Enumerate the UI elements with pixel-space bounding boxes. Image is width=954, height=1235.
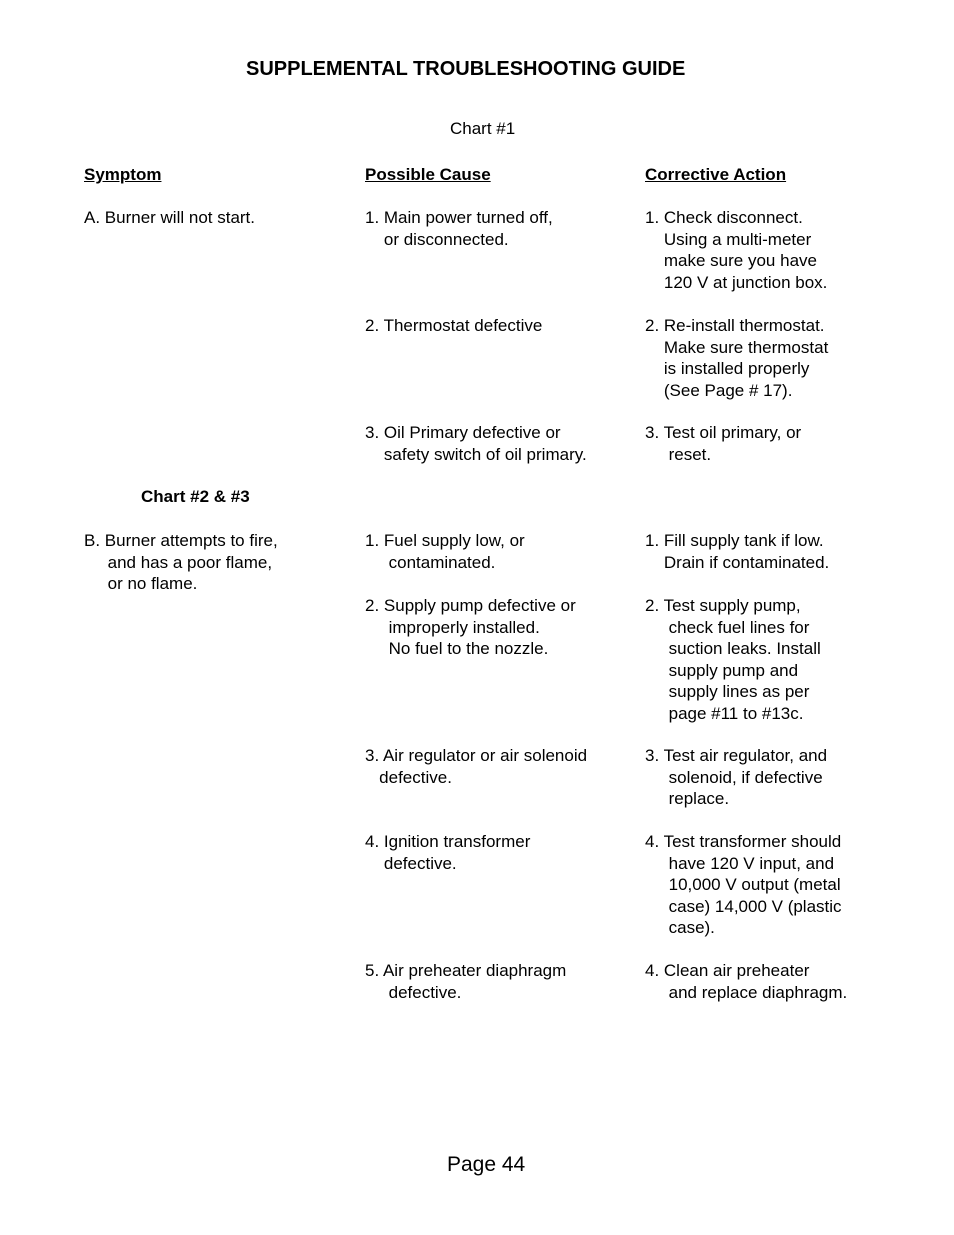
cause-b5: 5. Air preheater diaphragm defective. <box>365 961 567 1002</box>
cause-b3: 3. Air regulator or air solenoid defective. <box>365 746 588 787</box>
action-b5: 4. Clean air preheater and replace diaphragm. <box>645 961 848 1002</box>
cause-a3: 3. Oil Primary defective or safety switch of oil primary. <box>365 423 587 464</box>
action-b2: 2. Test supply pump, check fuel lines for suction leaks. Install supply pump and supply lines as per page #11 to #13c. <box>645 596 821 723</box>
symptom-header: Symptom <box>84 165 162 184</box>
action-a1: 1. Check disconnect. Using a multi-meter make sure you have 120 V at junction box. <box>645 208 828 292</box>
cause-a2: 2. Thermostat defective <box>365 316 543 335</box>
symptom-b: B. Burner attempts to fire, and has a poor flame, or no flame. <box>84 531 278 594</box>
cause-b4: 4. Ignition transformer defective. <box>365 832 531 873</box>
chart-2-3-label: Chart #2 & #3 <box>141 487 250 506</box>
chart-1-label: Chart #1 <box>450 119 516 138</box>
cause-a1: 1. Main power turned off, or disconnected. <box>365 208 553 249</box>
page-title: SUPPLEMENTAL TROUBLESHOOTING GUIDE <box>246 58 686 80</box>
cause-b1: 1. Fuel supply low, or contaminated. <box>365 531 525 572</box>
possible-cause-header: Possible Cause <box>365 165 491 184</box>
action-a2: 2. Re-install thermostat. Make sure thermostat is installed properly (See Page # 17). <box>645 316 829 400</box>
action-b4: 4. Test transformer should have 120 V input, and 10,000 V output (metal case) 14,000 V (plastic case). <box>645 832 842 938</box>
action-a3: 3. Test oil primary, or reset. <box>645 423 802 464</box>
page-number: Page 44 <box>447 1153 526 1176</box>
corrective-action-header: Corrective Action <box>645 165 787 184</box>
action-b1: 1. Fill supply tank if low. Drain if contaminated. <box>645 531 830 572</box>
cause-b2: 2. Supply pump defective or improperly installed. No fuel to the nozzle. <box>365 596 576 659</box>
symptom-a: A. Burner will not start. <box>84 208 256 227</box>
action-b3: 3. Test air regulator, and solenoid, if defective replace. <box>645 746 828 809</box>
